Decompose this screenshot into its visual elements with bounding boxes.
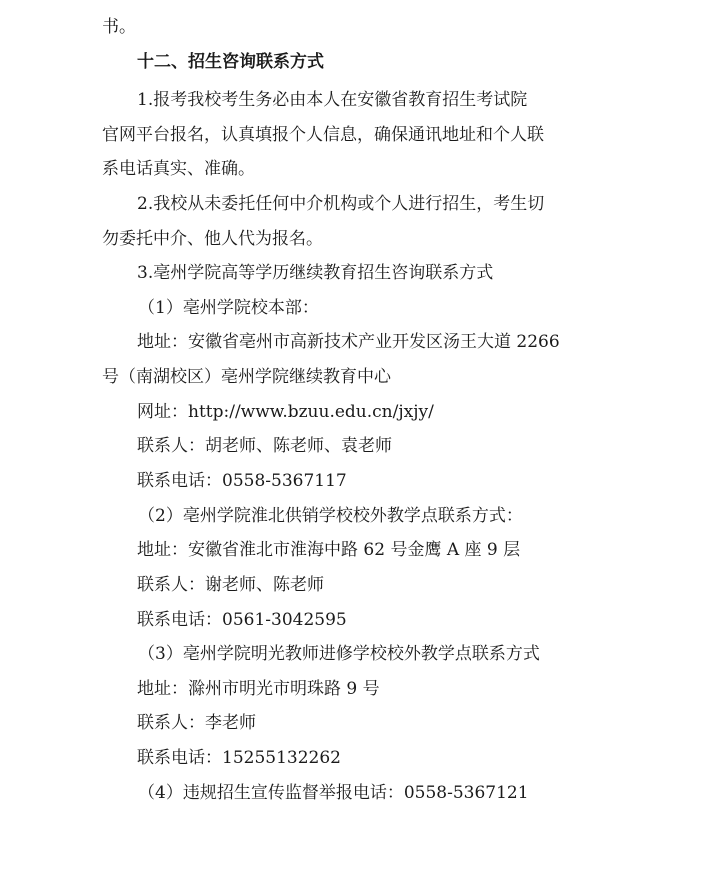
campus-mingguang-contact: 联系人：李老师: [137, 713, 256, 733]
item1-line3: 系电话真实、准确。: [102, 159, 255, 179]
item2-line1: 2.我校从未委托任何中介机构或个人进行招生，考生切: [137, 194, 545, 214]
item2-line2: 勿委托中介、他人代为报名。: [102, 229, 323, 249]
campus-main-website: 网址：http://www.bzuu.edu.cn/jxjy/: [137, 402, 434, 422]
campus-mingguang-address: 地址：滁州市明光市明珠路 9 号: [137, 679, 380, 699]
campus-main-title: （1）亳州学院校本部：: [138, 298, 319, 318]
campus-huaibei-address: 地址：安徽省淮北市淮海中路 62 号金鹰 A 座 9 层: [137, 540, 521, 560]
campus-main-phone: 联系电话：0558-5367117: [137, 471, 347, 491]
campus-mingguang-phone: 联系电话：15255132262: [137, 748, 341, 768]
campus-mingguang-title: （3）亳州学院明光教师进修学校校外教学点联系方式: [138, 644, 540, 664]
campus-huaibei-contact: 联系人：谢老师、陈老师: [137, 575, 324, 595]
campus-huaibei-phone: 联系电话：0561-3042595: [137, 610, 347, 630]
section-heading: 十二、招生咨询联系方式: [137, 52, 324, 72]
campus-huaibei-title: （2）亳州学院淮北供销学校校外教学点联系方式：: [138, 506, 523, 526]
campus-main-address-line1: 地址：安徽省亳州市高新技术产业开发区汤王大道 2266: [137, 332, 560, 352]
hotline-text: （4）违规招生宣传监督举报电话：0558-5367121: [138, 783, 529, 803]
campus-main-contact: 联系人：胡老师、陈老师、袁老师: [137, 436, 392, 456]
item1-line1: 1.报考我校考生务必由本人在安徽省教育招生考试院: [137, 90, 528, 110]
continuation-text: 书。: [102, 17, 136, 37]
item1-line2: 官网平台报名，认真填报个人信息，确保通讯地址和个人联: [102, 125, 544, 145]
campus-main-address-line2: 号（南湖校区）亳州学院继续教育中心: [102, 367, 391, 387]
item3-title: 3.亳州学院高等学历继续教育招生咨询联系方式: [137, 263, 494, 283]
